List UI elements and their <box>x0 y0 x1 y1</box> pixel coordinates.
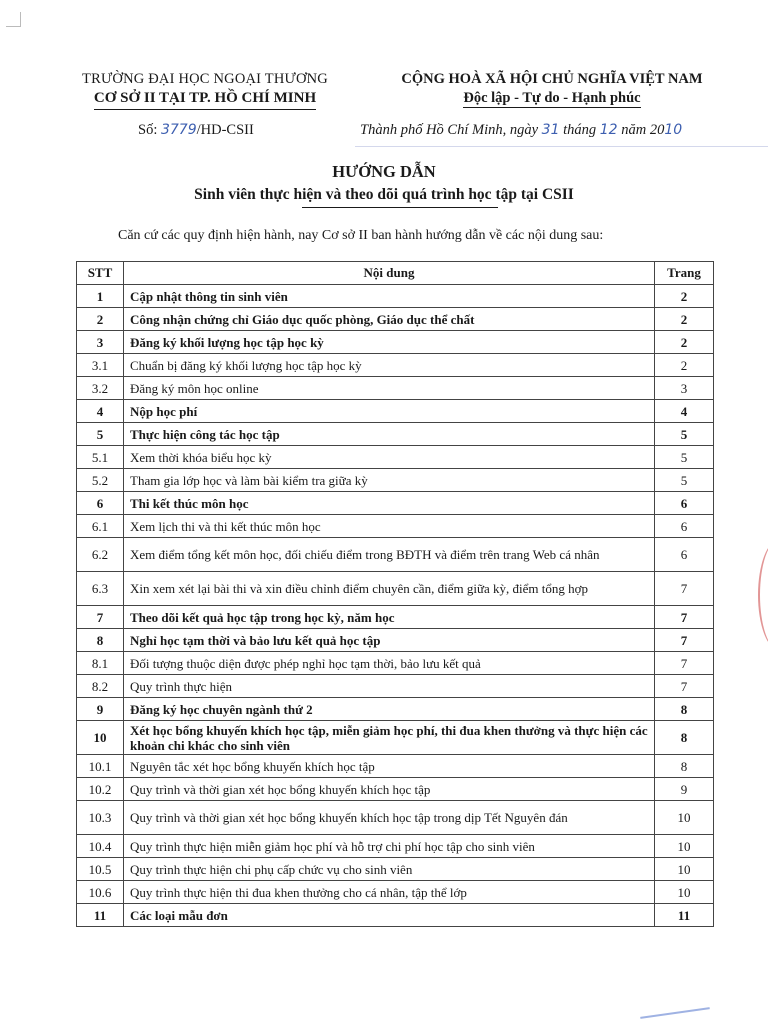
row-stt: 8.1 <box>77 652 124 675</box>
row-page: 7 <box>655 675 714 698</box>
row-page: 5 <box>655 469 714 492</box>
row-page: 8 <box>655 721 714 755</box>
row-page: 7 <box>655 606 714 629</box>
row-page: 10 <box>655 801 714 835</box>
row-stt: 10.4 <box>77 835 124 858</box>
row-stt: 3 <box>77 331 124 354</box>
row-content: Quy trình thực hiện chi phụ cấp chức vụ cho sinh viên <box>124 858 655 881</box>
header-page: Trang <box>655 262 714 285</box>
row-content: Nộp học phí <box>124 400 655 423</box>
document-subtitle: Sinh viên thực hiện và theo dõi quá trình học tập tại CSII <box>194 186 574 203</box>
issue-date-year-suffix: 10 <box>664 122 683 138</box>
contents-table <box>76 261 714 927</box>
row-page: 6 <box>655 492 714 515</box>
row-content: Nguyên tắc xét học bổng khuyến khích học tập <box>124 755 655 778</box>
row-page: 8 <box>655 698 714 721</box>
issue-date-city: Thành phố Hồ Chí Minh, ngày <box>360 122 542 138</box>
document-title: HƯỚNG DẪN <box>332 162 436 181</box>
document-number-handwritten: 3779 <box>160 122 197 138</box>
document-number <box>138 122 254 139</box>
school-name: TRƯỜNG ĐẠI HỌC NGOẠI THƯƠNG <box>82 71 328 87</box>
row-page: 3 <box>655 377 714 400</box>
table-row <box>77 904 714 927</box>
issue-date <box>360 122 682 139</box>
table-row <box>77 400 714 423</box>
row-content: Đăng ký khối lượng học tập học kỳ <box>124 331 655 354</box>
row-content: Quy trình thực hiện <box>124 675 655 698</box>
row-stt: 5.2 <box>77 469 124 492</box>
issue-date-day: 31 <box>541 122 560 138</box>
row-page: 2 <box>655 354 714 377</box>
table-row <box>77 858 714 881</box>
row-content: Chuẩn bị đăng ký khối lượng học tập học kỳ <box>124 354 655 377</box>
row-stt: 10.5 <box>77 858 124 881</box>
row-page: 2 <box>655 285 714 308</box>
row-stt: 10.3 <box>77 801 124 835</box>
table-row <box>77 606 714 629</box>
table-row <box>77 423 714 446</box>
row-stt: 9 <box>77 698 124 721</box>
row-stt: 4 <box>77 400 124 423</box>
country-name: CỘNG HOÀ XÃ HỘI CHỦ NGHĨA VIỆT NAM <box>401 71 703 87</box>
intro-paragraph: Căn cứ các quy định hiện hành, nay Cơ sở II ban hành hướng dẫn về các nội dung sau: <box>118 228 604 243</box>
campus-name: CƠ SỞ II TẠI TP. HỒ CHÍ MINH <box>94 88 316 110</box>
row-stt: 10.2 <box>77 778 124 801</box>
row-page: 8 <box>655 755 714 778</box>
table-row <box>77 698 714 721</box>
table-row <box>77 538 714 572</box>
row-content: Tham gia lớp học và làm bài kiểm tra giữa kỳ <box>124 469 655 492</box>
table-row <box>77 331 714 354</box>
national-motto: Độc lập - Tự do - Hạnh phúc <box>463 90 641 106</box>
issue-date-month-label: tháng <box>559 122 600 138</box>
contents-table-header <box>77 262 714 285</box>
table-row <box>77 572 714 606</box>
row-page: 7 <box>655 572 714 606</box>
row-content: Thực hiện công tác học tập <box>124 423 655 446</box>
row-content: Đối tượng thuộc diện được phép nghỉ học tạm thời, bảo lưu kết quả <box>124 652 655 675</box>
row-stt: 6.1 <box>77 515 124 538</box>
row-stt: 10 <box>77 721 124 755</box>
row-content: Công nhận chứng chỉ Giáo dục quốc phòng, Giáo dục thể chất <box>124 308 655 331</box>
table-row <box>77 778 714 801</box>
row-content: Quy trình và thời gian xét học bổng khuyến khích học tập trong dịp Tết Nguyên đán <box>124 801 655 835</box>
scan-corner-mark <box>6 12 21 27</box>
row-stt: 7 <box>77 606 124 629</box>
row-page: 7 <box>655 629 714 652</box>
row-page: 4 <box>655 400 714 423</box>
table-row <box>77 675 714 698</box>
row-page: 9 <box>655 778 714 801</box>
row-content: Theo dõi kết quả học tập trong học kỳ, năm học <box>124 606 655 629</box>
row-page: 6 <box>655 515 714 538</box>
row-stt: 5 <box>77 423 124 446</box>
pen-stroke-mark <box>640 1007 710 1019</box>
table-row <box>77 377 714 400</box>
row-content: Cập nhật thông tin sinh viên <box>124 285 655 308</box>
row-stt: 6.2 <box>77 538 124 572</box>
row-stt: 11 <box>77 904 124 927</box>
row-stt: 5.1 <box>77 446 124 469</box>
table-row <box>77 881 714 904</box>
row-stt: 3.1 <box>77 354 124 377</box>
row-stt: 8 <box>77 629 124 652</box>
row-content: Xem điểm tổng kết môn học, đối chiếu điểm trong BĐTH và điểm trên trang Web cá nhân <box>124 538 655 572</box>
row-content: Thi kết thúc môn học <box>124 492 655 515</box>
row-page: 5 <box>655 423 714 446</box>
table-row <box>77 354 714 377</box>
row-page: 2 <box>655 331 714 354</box>
row-stt: 3.2 <box>77 377 124 400</box>
national-header <box>372 70 732 108</box>
row-stt: 10.1 <box>77 755 124 778</box>
row-page: 10 <box>655 835 714 858</box>
table-row <box>77 835 714 858</box>
row-content: Đăng ký học chuyên ngành thứ 2 <box>124 698 655 721</box>
row-stt: 8.2 <box>77 675 124 698</box>
table-row <box>77 629 714 652</box>
table-row <box>77 285 714 308</box>
row-content: Quy trình và thời gian xét học bổng khuyến khích học tập <box>124 778 655 801</box>
table-row <box>77 652 714 675</box>
row-page: 10 <box>655 881 714 904</box>
table-row <box>77 801 714 835</box>
row-content: Xin xem xét lại bài thi và xin điều chỉnh điểm chuyên cần, điểm giữa kỳ, điểm tổng hợp <box>124 572 655 606</box>
document-number-prefix: Số: <box>138 122 161 138</box>
row-page: 2 <box>655 308 714 331</box>
row-stt: 1 <box>77 285 124 308</box>
row-content: Quy trình thực hiện thi đua khen thưởng cho cá nhân, tập thể lớp <box>124 881 655 904</box>
subtitle-underline <box>302 207 498 208</box>
table-row <box>77 515 714 538</box>
row-stt: 10.6 <box>77 881 124 904</box>
issuer-header <box>70 70 340 110</box>
row-content: Xem thời khóa biểu học kỳ <box>124 446 655 469</box>
table-row <box>77 721 714 755</box>
row-stt: 6.3 <box>77 572 124 606</box>
row-content: Xem lịch thi và thi kết thúc môn học <box>124 515 655 538</box>
table-row <box>77 492 714 515</box>
header-stt: STT <box>77 262 124 285</box>
row-content: Nghỉ học tạm thời và bảo lưu kết quả học tập <box>124 629 655 652</box>
issue-date-year-label: năm 20 <box>617 122 665 138</box>
row-page: 10 <box>655 858 714 881</box>
table-row <box>77 755 714 778</box>
row-content: Xét học bổng khuyến khích học tập, miễn giảm học phí, thi đua khen thưởng và thực hiện các khoản chi khác cho sinh viên <box>124 721 655 755</box>
row-content: Các loại mẫu đơn <box>124 904 655 927</box>
table-row <box>77 308 714 331</box>
header-content: Nội dung <box>124 262 655 285</box>
table-row <box>77 446 714 469</box>
table-row <box>77 469 714 492</box>
scan-faint-line <box>355 146 768 147</box>
row-content: Đăng ký môn học online <box>124 377 655 400</box>
row-stt: 2 <box>77 308 124 331</box>
row-page: 11 <box>655 904 714 927</box>
row-page: 7 <box>655 652 714 675</box>
red-seal-edge <box>758 540 768 650</box>
row-content: Quy trình thực hiện miễn giảm học phí và hỗ trợ chi phí học tập cho sinh viên <box>124 835 655 858</box>
row-stt: 6 <box>77 492 124 515</box>
issue-date-month: 12 <box>599 122 618 138</box>
row-page: 6 <box>655 538 714 572</box>
row-page: 5 <box>655 446 714 469</box>
document-number-suffix: /HD-CSII <box>196 122 254 138</box>
